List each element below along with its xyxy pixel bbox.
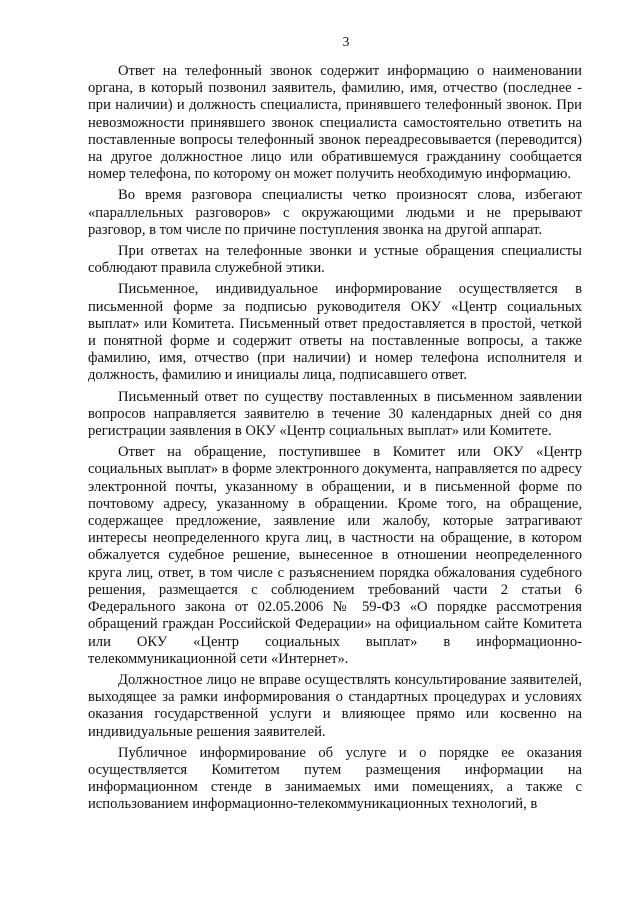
paragraph-electronic-response: Ответ на обращение, поступившее в Комитет или ОКУ «Центр социальных выплат» в форме электронного документа, направляется по адресу электронной почты, указанному в обращении, и в письменной форме по почтовому адресу, указанному в обращении. Кроме того, на обращение, содержащее предложение, заявление или жалобу, которые затрагивают интересы неопределенного круга лиц, в частности на обращение, в котором обжалуется судебное решение, вынесенное в отношении неопределенного круга лиц, ответ, в том числе с разъяснением порядка обжалования судебного решения, размещается с соблюдением требований части 2 статьи 6 Федерального закона от 02.05.2006 № 59-ФЗ «О порядке рассмотрения обращений граждан Российской Федерации» на официальном сайте Комитета или ОКУ «Центр социальных выплат» в информационно-телекоммуникационной сети «Интернет». [88,444,582,667]
paragraph-conversation-rules: Во время разговора специалисты четко произносят слова, избегают «параллельных разговоров» с окружающими людьми и не прерывают разговор, в том числе по причине поступления звонка на другой аппарат. [88,187,582,238]
paragraph-written-informing: Письменное, индивидуальное информирование осуществляется в письменной форме за подписью руководителя ОКУ «Центр социальных выплат» или Комитета. Письменный ответ предоставляется в простой, четкой и понятной форме и содержит ответы на поставленные вопросы, а также фамилию, имя, отчество (при наличии) и номер телефона исполнителя и должность, фамилию и инициалы лица, подписавшего ответ. [88,281,582,384]
paragraph-consulting-limits: Должностное лицо не вправе осуществлять консультирование заявителей, выходящее за рамки информирования о стандартных процедурах и условиях оказания государственной услуги и влияющее прямо или косвенно на индивидуальные решения заявителей. [88,671,582,740]
paragraph-response-deadline: Письменный ответ по существу поставленных в письменном заявлении вопросов направляется заявителю в течение 30 календарных дней со дня регистрации заявления в ОКУ «Центр социальных выплат» или Комитете. [88,388,582,440]
paragraph-phone-answer: Ответ на телефонный звонок содержит информацию о наименовании органа, в который позвонил заявитель, фамилию, имя, отчество (последнее - при наличии) и должность специалиста, принявшего телефонный звонок. При невозможности принявшего звонок специалиста самостоятельно ответить на поставленные вопросы телефонный звонок переадресовывается (переводится) на другое должностное лицо или обратившемуся гражданину сообщается номер телефона, по которому он может получить необходимую информацию. [88,63,582,183]
paragraph-public-informing: Публичное информирование об услуге и о порядке ее оказания осуществляется Комитетом путем размещения информации на информационном стенде в занимаемых ими помещениях, а также с использованием информационно-телекоммуникационных технологий, в [88,744,582,813]
paragraph-service-ethics: При ответах на телефонные звонки и устные обращения специалисты соблюдают правила служебной этики. [88,243,582,277]
page-number: 3 [342,34,350,49]
